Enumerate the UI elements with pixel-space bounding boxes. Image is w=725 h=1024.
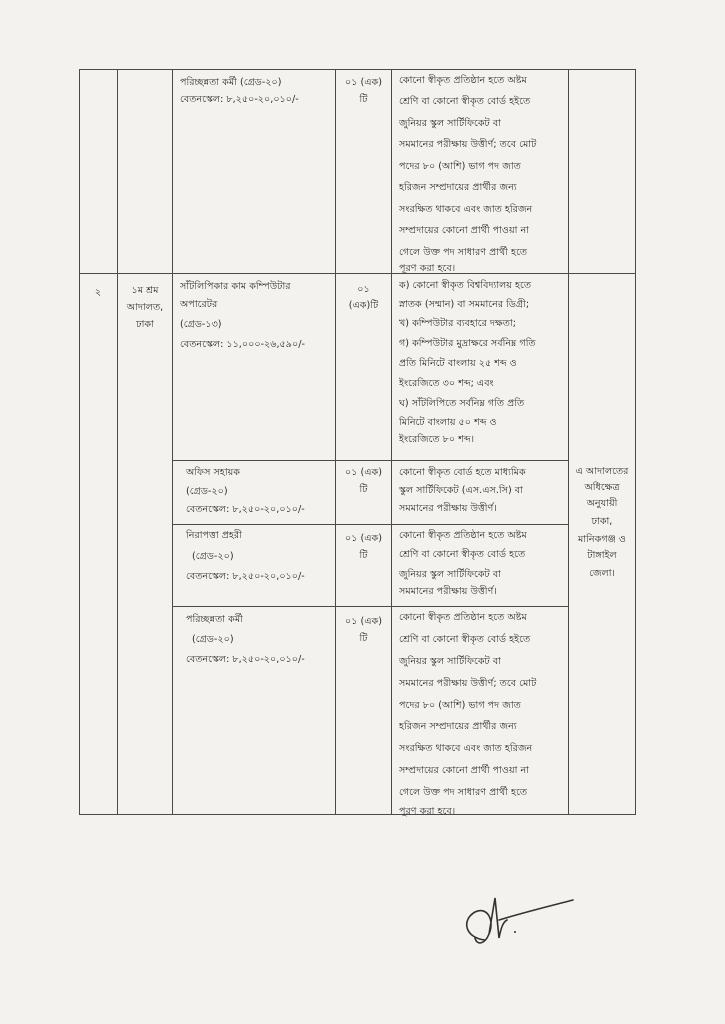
pay-scale: বেতনস্কেল: ৮,২৫০-২০,০১০/- — [186, 571, 305, 582]
table-border-bottom — [79, 814, 636, 815]
post-name: পরিচ্ছন্নতা কর্মী (গ্রেড-২০) — [180, 77, 282, 88]
post-count-unit: (এক)টি — [348, 300, 379, 311]
post-count-unit: টি — [359, 484, 368, 495]
pay-scale: বেতনস্কেল: ৮,২৫০-২০,০১০/- — [180, 94, 299, 105]
post-grade: (গ্রেড-২০) — [186, 486, 228, 497]
post-count: ০১ (এক) — [344, 533, 382, 544]
row-separator — [79, 273, 636, 274]
pay-scale: বেতনস্কেল: ৮,২৫০-২০,০১০/- — [186, 504, 305, 515]
table-border-right — [635, 69, 636, 815]
post-count: ০১ (এক) — [344, 616, 382, 627]
table-border-top — [79, 69, 636, 70]
post-count: ০১ (এক) — [344, 467, 382, 478]
post-name: নিরাপত্তা প্রহরী — [186, 530, 242, 541]
office-column-divider — [172, 69, 173, 815]
subrow-separator — [172, 606, 568, 607]
post-count-unit: টি — [359, 633, 368, 644]
serial-number: ২ — [94, 287, 102, 298]
post-name: সাঁটলিপিকার কাম কম্পিউটার — [180, 281, 291, 292]
post-grade: (গ্রেড-২০) — [192, 634, 234, 645]
subrow-separator — [172, 460, 568, 461]
document-page: পরিচ্ছন্নতা কর্মী (গ্রেড-২০) বেতনস্কেল: ৮,২৫০-২০,০১০/- ০১ (এক) টি কোনো স্বীকৃত প্রতিষ্ঠান হতে অষ্টম শ্রেণি বা কোনো স্বীকৃত বোর্ড হইতে জুনিয়র স্কুল সার্টিফিকেট বা সমমানের পরীক্ষায় উত্তীর্ণ; তবে মোট পদের ৮০ (আশি) ভাগ পদ জাত হরিজন সম্প্রদায়ের প্রার্থীর জন্য সংরক্ষিত থাকবে এবং জাত হরিজন সম্প্রদায়ের কোনো প্রার্থী পাওয়া না গেলে উক্ত পদ সাধারণ প্রার্থী হতে পূরণ করা হবে। ২ ১ম শ্রম আদালত, ঢাকা সাঁটলিপিকার কাম কম্পিউটার অপারেটর (গ্রেড-১৩) বেতনস্কেল: ১১,০০০-২৬,৫৯০/- ০১ (এক)টি ক) কোনো স্বীকৃত বিশ্ববিদ্যালয় হতে স্নাতক (সম্মান) বা সমমানের ডিগ্রী; খ) কম্পিউটার ব্যবহারে দক্ষতা; গ) কম্পিউটার মুদ্রাক্ষরে সর্বনিম্ন গতি প্রতি মিনিটে বাংলায় ২৫ শব্দ ও ইংরেজিতে ৩০ শব্দ; এবং ঘ) সাঁটলিপিতে সর্বনিম্ন গতি প্রতি মিনিটে বাংলায় ৫০ শব্দ ও ইংরেজিতে ৮০ শব্দ। অফিস সহায়ক (গ্রেড-২০) বেতনস্কেল: ৮,২৫০-২০,০১০/- ০১ (এক) টি কোনো স্বীকৃত বোর্ড হতে মাধ্যমিক স্কুল সার্টিফিকেট (এস.এস.সি) বা সমমানের পরীক্ষায় উত্তীর্ণ। নিরাপত্তা প্রহরী (গ্রেড-২০) বেতনস্কেল: ৮,২৫০-২০,০১০/- ০১ (এক) টি কোনো স্বীকৃত প্রতিষ্ঠান হতে অষ্টম শ্রেণি বা কোনো স্বীকৃত বোর্ড হতে জুনিয়র স্কুল সার্টিফিকেট বা সমমানের পরীক্ষায় উত্তীর্ণ। পরিচ্ছন্নতা কর্মী (গ্রেড-২০) বেতনস্কেল: ৮,২৫০-২০,০১০/- ০১ (এক) টি কোনো স্বীকৃত প্রতিষ্ঠান হতে অষ্টম শ্রেণি বা কোনো স্বীকৃত বোর্ড হইতে জুনিয়র স্কুল সার্টিফিকেট বা সমমানের পরীক্ষায় উত্তীর্ণ; তবে মোট পদের ৮০ (আশি) ভাগ পদ জাত হরিজন সম্প্রদায়ের প্রার্থীর জন্য সংরক্ষিত থাকবে এবং জাত হরিজন সম্প্রদায়ের কোনো প্রার্থী পাওয়া না গেলে উক্ত পদ সাধারণ প্রার্থী হতে পূরণ করা হবে। এ আদালতের অধিক্ষেত্র অনুযায়ী ঢাকা, মানিকগঞ্জ ও টাঙ্গাইল জেলা। — [0, 0, 725, 1024]
post-grade: (গ্রেড-১৩) — [180, 319, 222, 330]
post-name: পরিচ্ছন্নতা কর্মী — [186, 614, 243, 625]
post-name: অফিস সহায়ক — [186, 467, 240, 478]
signature-mark — [455, 880, 575, 960]
post-grade: (গ্রেড-২০) — [192, 551, 234, 562]
post-column-divider — [335, 69, 336, 815]
count-column-divider — [391, 69, 392, 815]
post-count-unit: টি — [359, 94, 368, 105]
table-border-left — [79, 69, 80, 815]
post-count-unit: টি — [359, 550, 368, 561]
qualification-column-divider — [568, 69, 569, 815]
pay-scale: বেতনস্কেল: ৮,২৫০-২০,০১০/- — [186, 654, 305, 665]
subrow-separator — [172, 524, 568, 525]
post-count: ০১ (এক) — [344, 77, 382, 88]
pay-scale: বেতনস্কেল: ১১,০০০-২৬,৫৯০/- — [180, 339, 305, 350]
post-count: ০১ — [357, 284, 370, 295]
serial-column-divider — [117, 69, 118, 815]
post-name-continued: অপারেটর — [180, 299, 218, 310]
